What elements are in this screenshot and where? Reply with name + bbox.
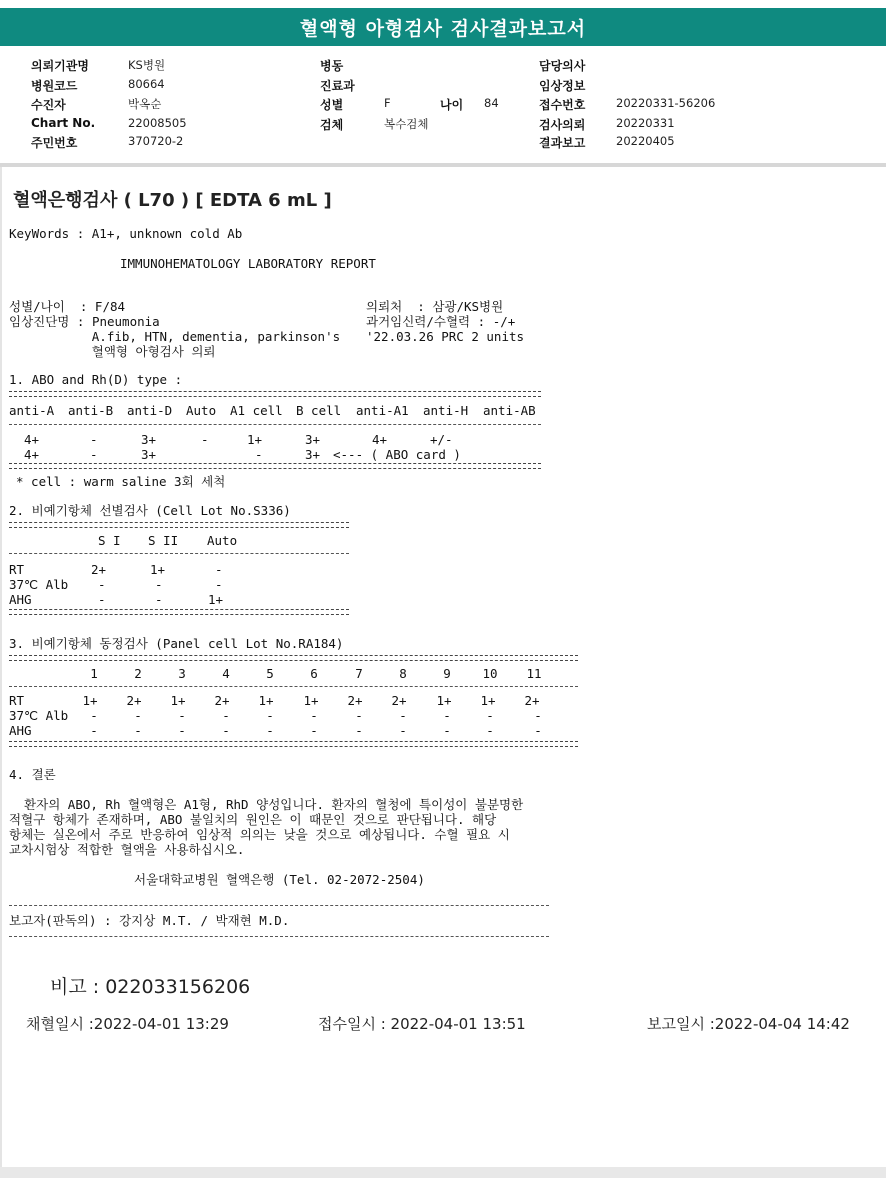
panel-col-header: 3 (178, 666, 186, 681)
double-rule (9, 741, 578, 747)
single-rule (9, 424, 541, 425)
abo-cell: - (255, 447, 263, 462)
abo-card-note: <--- ( ABO card ) (333, 447, 461, 462)
panel-cell: - (134, 723, 142, 738)
keywords-line: KeyWords : A1+, unknown cold Ab (9, 226, 243, 241)
header-label: 진료과 (320, 79, 355, 93)
panel-col-header: 6 (310, 666, 318, 681)
panel-cell: 2+ (524, 693, 540, 708)
abo-cell: - (90, 447, 98, 462)
panel-cell: 1+ (303, 693, 319, 708)
screen-cell: - (155, 592, 163, 607)
conclusion-line: 항체는 실온에서 주로 반응하여 임상적 의의는 낮을 것으로 예상됩니다. 수혈 필요 시 (9, 827, 510, 842)
panel-col-header: 11 (526, 666, 542, 681)
abo-col-header: anti-A1 (356, 403, 409, 418)
patient-line: 성별/나이 : F/84 (9, 299, 126, 314)
panel-row-label: AHG (9, 723, 32, 738)
screen-col-header: S I (98, 533, 121, 548)
screen-cell: - (98, 592, 106, 607)
single-rule (9, 936, 549, 937)
panel-cell: - (355, 708, 363, 723)
patient-line: 혈액형 아형검사 의뢰 (9, 344, 216, 359)
abo-col-header: anti-B (68, 403, 114, 418)
header-label: 검체 (320, 118, 344, 132)
double-rule (9, 522, 349, 528)
panel-cell: - (266, 708, 274, 723)
panel-cell: - (534, 708, 542, 723)
header-value: 22008505 (128, 116, 187, 130)
panel-cell: - (178, 723, 186, 738)
screen-col-header: S II (148, 533, 179, 548)
panel-heading: 3. 비예기항체 동정검사 (Panel cell Lot No.RA184) (9, 636, 344, 651)
section-title: 혈액은행검사 ( L70 ) [ EDTA 6 mL ] (13, 190, 332, 211)
header-label: 결과보고 (539, 136, 586, 150)
header-value: 20220331-56206 (616, 96, 716, 110)
abo-cell: 1+ (247, 432, 263, 447)
panel-cell: - (399, 708, 407, 723)
panel-cell: 1+ (436, 693, 452, 708)
header-value: 복수검체 (384, 117, 429, 131)
screen-cell: - (215, 562, 223, 577)
panel-cell: - (134, 708, 142, 723)
panel-cell: - (355, 723, 363, 738)
panel-row-label: RT (9, 693, 25, 708)
remark: 비고 : 022033156206 (50, 976, 251, 998)
patient-line-right: '22.03.26 PRC 2 units (366, 329, 525, 344)
header-value: 박옥순 (128, 97, 162, 111)
header-label: 검사의뢰 (539, 118, 586, 132)
double-rule (9, 463, 541, 469)
header-label: 나이 (440, 98, 464, 112)
abo-heading: 1. ABO and Rh(D) type : (9, 372, 183, 387)
abo-cell: 3+ (141, 432, 157, 447)
header-label: 담당의사 (539, 59, 586, 73)
header-value: 20220405 (616, 134, 675, 148)
collection-datetime: 채혈일시 :2022-04-01 13:29 (26, 1015, 229, 1033)
abo-cell: 3+ (305, 447, 321, 462)
panel-cell: 1+ (480, 693, 496, 708)
abo-col-header: anti-D (127, 403, 173, 418)
header-value: 20220331 (616, 116, 675, 130)
conclusion-heading: 4. 결론 (9, 767, 56, 782)
abo-col-header: anti-AB (483, 403, 536, 418)
panel-cell: - (178, 708, 186, 723)
abo-cell: 4+ (24, 447, 40, 462)
panel-cell: 1+ (258, 693, 274, 708)
panel-cell: - (443, 708, 451, 723)
report-title: 혈액형 아형검사 검사결과보고서 (299, 17, 587, 40)
screen-cell: 1+ (208, 592, 224, 607)
single-rule (9, 553, 349, 554)
abo-col-header: A1 cell (230, 403, 283, 418)
panel-cell: 2+ (391, 693, 407, 708)
panel-cell: 1+ (170, 693, 186, 708)
panel-col-header: 2 (134, 666, 142, 681)
panel-col-header: 7 (355, 666, 363, 681)
bottom-border (0, 1167, 886, 1178)
abo-cell: 4+ (24, 432, 40, 447)
panel-cell: - (443, 723, 451, 738)
header-value: 80664 (128, 77, 165, 91)
header-label: 주민번호 (31, 136, 78, 150)
header-value: F (384, 96, 391, 110)
panel-col-header: 1 (90, 666, 98, 681)
header-label: Chart No. (31, 116, 96, 130)
screen-row-label: 37℃ Alb (9, 577, 69, 592)
double-rule (9, 391, 541, 397)
double-rule (9, 609, 349, 615)
abo-cell: - (90, 432, 98, 447)
panel-cell: - (486, 708, 494, 723)
header-label: 성별 (320, 98, 344, 112)
header-label: 수진자 (31, 98, 66, 112)
panel-cell: - (222, 708, 230, 723)
conclusion-line: 환자의 ABO, Rh 혈액형은 A1형, RhD 양성입니다. 환자의 혈청에 특이성이 불분명한 (9, 797, 524, 812)
panel-cell: - (222, 723, 230, 738)
abo-col-header: anti-A (9, 403, 55, 418)
panel-col-header: 10 (482, 666, 498, 681)
left-border (0, 167, 2, 1167)
panel-cell: - (534, 723, 542, 738)
abo-cell-note: * cell : warm saline 3회 세척 (16, 474, 226, 489)
panel-cell: - (266, 723, 274, 738)
panel-cell: - (90, 723, 98, 738)
panel-col-header: 8 (399, 666, 407, 681)
header-label: 접수번호 (539, 98, 586, 112)
panel-cell: 2+ (214, 693, 230, 708)
panel-col-header: 5 (266, 666, 274, 681)
screen-heading: 2. 비예기항체 선별검사 (Cell Lot No.S336) (9, 503, 291, 518)
panel-cell: 2+ (126, 693, 142, 708)
header-divider (0, 163, 886, 167)
panel-row-label: 37℃ Alb (9, 708, 69, 723)
double-rule (9, 655, 578, 661)
screen-cell: - (215, 577, 223, 592)
panel-cell: 2+ (347, 693, 363, 708)
conclusion-line: 교차시험상 적합한 혈액을 사용하십시오. (9, 842, 245, 857)
conclusion-line: 적혈구 항체가 존재하며, ABO 불일치의 원인은 이 때문인 것으로 판단됩니다. 해당 (9, 812, 497, 827)
screen-cell: - (155, 577, 163, 592)
header-label: 병원코드 (31, 79, 78, 93)
report-datetime: 보고일시 :2022-04-04 14:42 (647, 1015, 850, 1033)
header-label: 의뢰기관명 (31, 59, 89, 73)
panel-col-header: 9 (443, 666, 451, 681)
report-title-bar (0, 8, 886, 46)
header-value: KS병원 (128, 58, 166, 72)
abo-col-header: B cell (296, 403, 342, 418)
screen-cell: 1+ (150, 562, 166, 577)
patient-line: 임상진단명 : Pneumonia (9, 314, 160, 329)
header-value: 370720-2 (128, 134, 184, 148)
patient-line-right: 의뢰처 : 삼광/KS병원 (366, 299, 504, 314)
single-rule (9, 686, 578, 687)
abo-cell: 4+ (372, 432, 388, 447)
screen-cell: - (98, 577, 106, 592)
reporter-line: 보고자(판독의) : 강지상 M.T. / 박재현 M.D. (9, 913, 290, 928)
panel-cell: - (90, 708, 98, 723)
header-value: 84 (484, 96, 499, 110)
receipt-datetime: 접수일시 : 2022-04-01 13:51 (318, 1015, 526, 1033)
report-heading: IMMUNOHEMATOLOGY LABORATORY REPORT (120, 256, 376, 271)
header-label: 병동 (320, 59, 344, 73)
abo-cell: +/- (430, 432, 453, 447)
abo-cell: 3+ (305, 432, 321, 447)
panel-col-header: 4 (222, 666, 230, 681)
single-rule (9, 905, 549, 906)
panel-cell: - (310, 708, 318, 723)
header-label: 임상정보 (539, 79, 586, 93)
patient-line: A.fib, HTN, dementia, parkinson's (9, 329, 341, 344)
institution-line: 서울대학교병원 혈액은행 (Tel. 02-2072-2504) (134, 872, 425, 887)
screen-row-label: AHG (9, 592, 32, 607)
patient-line-right: 과거임신력/수혈력 : -/+ (366, 314, 516, 329)
panel-cell: - (486, 723, 494, 738)
screen-cell: 2+ (91, 562, 107, 577)
abo-col-header: Auto (186, 403, 217, 418)
panel-cell: 1+ (82, 693, 98, 708)
abo-col-header: anti-H (423, 403, 469, 418)
abo-cell: 3+ (141, 447, 157, 462)
screen-row-label: RT (9, 562, 25, 577)
panel-cell: - (310, 723, 318, 738)
screen-col-header: Auto (207, 533, 238, 548)
panel-cell: - (399, 723, 407, 738)
abo-cell: - (201, 432, 209, 447)
